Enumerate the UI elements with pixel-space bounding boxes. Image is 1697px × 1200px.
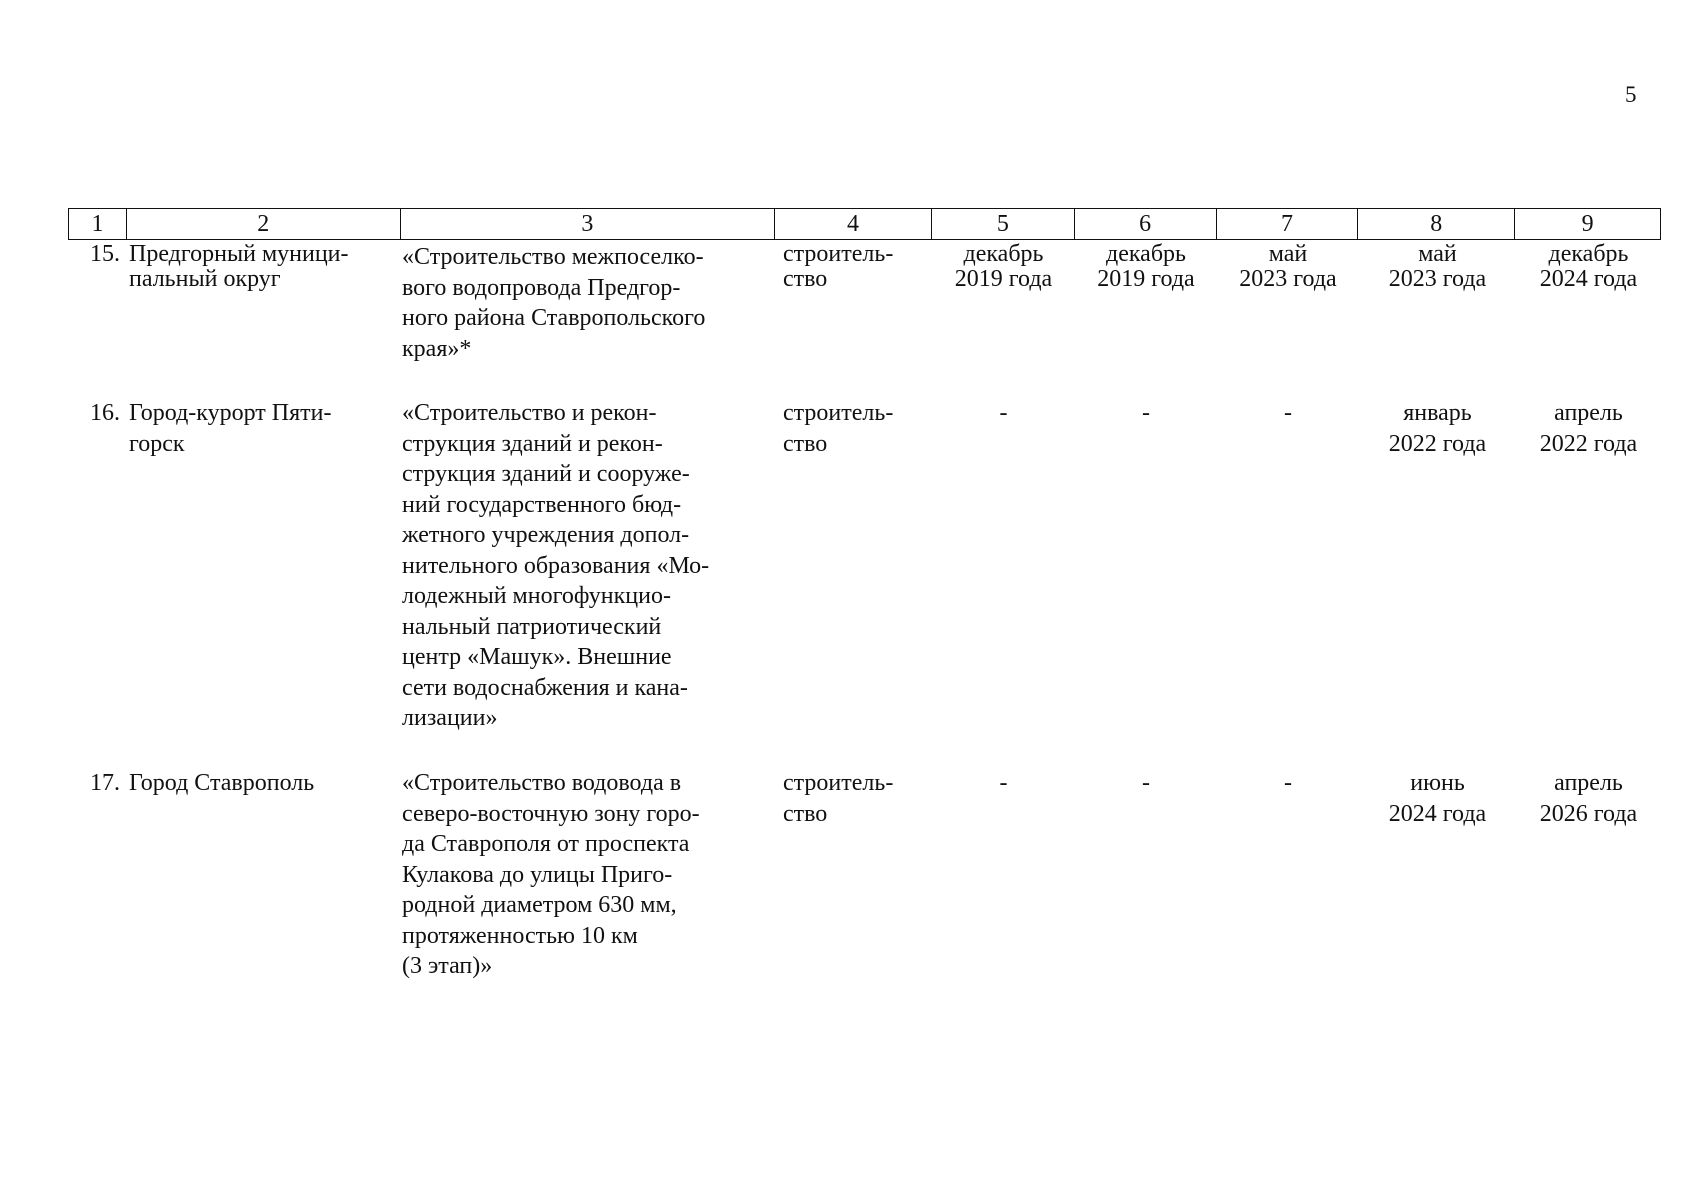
date-line: 2019 года [1097,266,1195,292]
work-type-line: строитель- [783,400,894,426]
object-name-line: края»* [402,335,472,362]
object-name-line: Кулакова до улицы Приго- [402,861,673,888]
work-type-line: строитель- [783,241,894,267]
municipality-line: Город-курорт Пяти- [129,400,332,426]
object-name-line: струкция зданий и сооруже- [402,461,690,487]
date-line: май [1268,241,1308,267]
date-line: 2023 года [1239,266,1337,292]
date-cell [1516,242,1661,364]
column-number: 5 [932,209,1075,239]
date-line: 2022 года [1388,430,1487,457]
object-name-line: нальный патриотический [402,613,662,640]
object-name-cell [400,768,775,982]
date-cell [1359,242,1516,364]
column-number: 8 [1358,209,1515,239]
column-number: 2 [127,209,401,239]
column-number: 9 [1581,211,1594,237]
object-name-line: струкция зданий и рекон- [402,430,663,457]
date-cell [1516,768,1661,982]
date-line: 2024 года [1388,800,1487,827]
table-row [68,398,1661,734]
object-name-line: вого водопровода Предгор- [402,274,681,301]
work-type-line: ство [783,266,828,292]
object-name-line: «Строительство водовода в [402,770,682,796]
municipality-line: пальный округ [129,266,281,292]
work-type-line: ство [783,430,828,457]
date-cell [932,768,1075,982]
row-number: 17. [90,770,120,796]
object-name-line: лизации» [402,705,498,731]
date-line: январь [1403,400,1472,426]
date-line: апрель [1554,400,1623,426]
municipality-line: Город Ставрополь [129,770,315,796]
table-row [68,242,1661,364]
date-cell [1075,398,1217,734]
date-cell [1217,398,1359,734]
date-cell [1075,242,1217,364]
date-line: декабрь [1106,241,1186,267]
object-name-line: центр «Машук». Внешние [402,644,672,670]
date-cell [1075,768,1217,982]
schedule-table [68,208,1661,979]
municipality-cell [126,398,400,734]
date-line: - [1142,400,1150,426]
date-line: - [999,770,1008,796]
date-line: 2026 года [1539,800,1638,827]
work-type-line: строитель- [783,770,894,796]
date-line: 2022 года [1539,430,1638,457]
date-line: 2019 года [954,266,1053,292]
work-type-cell [775,768,932,982]
column-number: 3 [401,209,776,239]
date-cell [1217,768,1359,982]
object-name-line: (3 этап)» [402,953,493,979]
date-cell [1359,398,1516,734]
object-name-cell [400,398,775,734]
date-line: 2024 года [1539,266,1638,292]
column-number: 6 [1075,209,1217,239]
object-name-line: жетного учреждения допол- [402,522,690,548]
row-number: 15. [90,241,120,267]
column-number: 7 [1217,209,1359,239]
column-number: 4 [775,209,932,239]
object-name-line: сети водоснабжения и кана- [402,674,688,701]
date-line: - [1142,770,1150,796]
object-name-line: родной диаметром 630 мм, [402,892,677,918]
date-line: апрель [1554,770,1623,796]
date-line: декабрь [963,241,1044,267]
row-number: 16. [90,400,120,426]
column-number-row [68,208,1661,240]
date-cell [1359,768,1516,982]
date-cell [1217,242,1359,364]
object-name-line: северо-восточную зону горо- [402,800,700,827]
date-line: - [1284,400,1292,426]
object-name-cell [400,242,775,364]
object-name-line: протяженностью 10 км [402,922,638,949]
municipality-line: горск [129,430,185,457]
date-line: - [1284,770,1292,796]
date-cell [1516,398,1661,734]
work-type-cell [775,398,932,734]
work-type-line: ство [783,800,828,827]
column-number: 1 [69,209,127,239]
date-cell [932,398,1075,734]
date-line: 2023 года [1388,266,1487,292]
object-name-line: «Строительство межпоселко- [402,244,704,270]
object-name-line: «Строительство и рекон- [402,400,657,426]
date-cell [932,242,1075,364]
table-row [68,768,1661,982]
date-line: декабрь [1548,241,1629,267]
object-name-line: ний государственного бюд- [402,491,682,518]
work-type-cell [775,242,932,364]
municipality-line: Предгорный муници- [129,241,349,267]
municipality-cell [126,242,400,364]
object-name-line: лодежный многофункцио- [402,583,671,609]
date-line: - [999,400,1008,426]
object-name-line: да Ставрополя от проспекта [402,831,690,857]
municipality-cell [126,768,400,982]
date-line: июнь [1410,770,1465,796]
object-name-line: ного района Ставропольского [402,305,706,331]
object-name-line: нительного образования «Мо- [402,552,710,579]
page-number: 5 [1625,82,1637,107]
date-line: май [1418,241,1457,267]
